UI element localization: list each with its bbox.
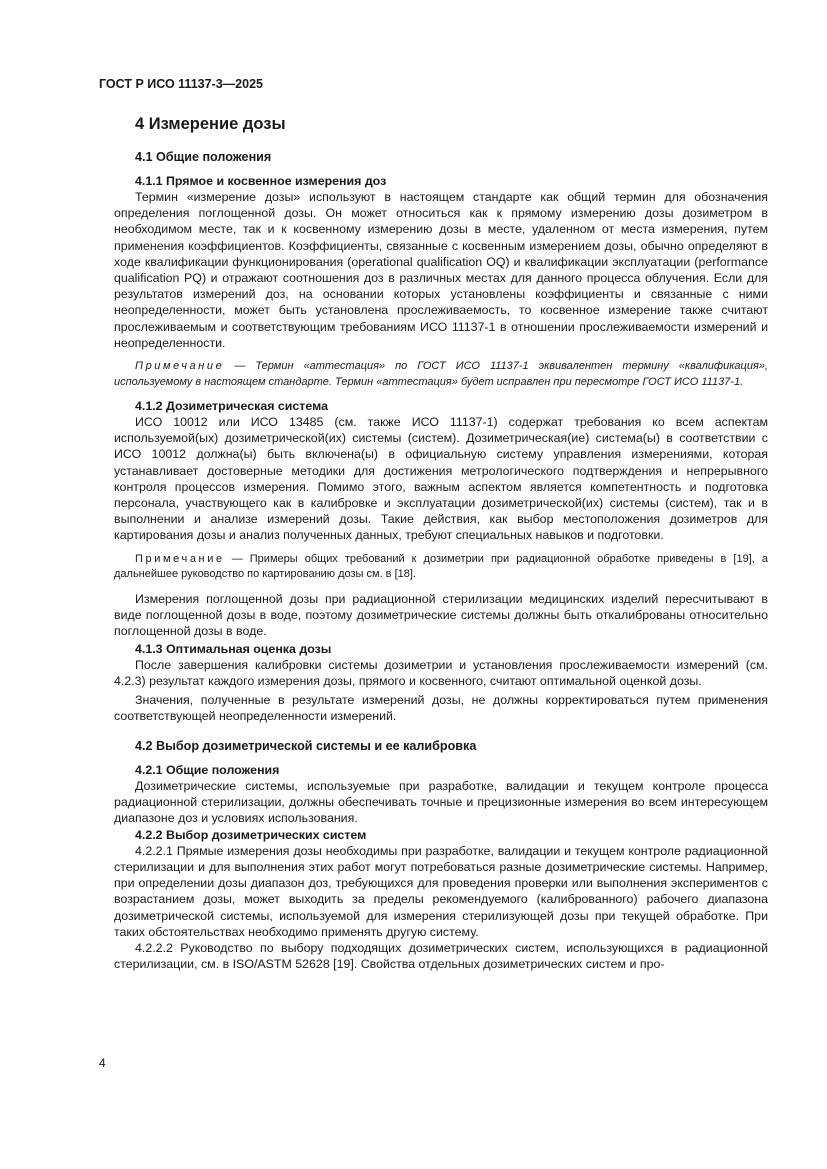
note-label: Примечание [135,552,225,565]
paragraph: 4.2.2.1 Прямые измерения дозы необходимы при разработке, валидации и текущем контроле радиационной стерилизации и для выполнения этих работ могут потребоваться разные дозиметрические системы. Например, при определении дозы диапазон доз, требующихся для проведения проверки или выполнения экспериментов с возрастанием дозы, может выходить за пределы рекомендуемого (калиброванного) рабочего диапазона дозиметрической системы, используемой для измерения стерилизующей дозы при текущей обработке. При таких обстоятельствах необходимо применять другую систему. [114,843,768,939]
page-body [114,113,768,972]
clause-heading: 4.1.1 Прямое и косвенное измерения доз [135,174,387,188]
paragraph: Дозиметрические системы, используемые при разработке, валидации и текущем контроле процесса радиационной стерилизации, должны обеспечивать точные и прецизионные измерения во всем интересующем диапазоне доз и условиях использования. [114,779,768,826]
section-heading: 4 Измерение дозы [135,115,286,133]
subsection-heading: 4.2 Выбор дозиметрической системы и ее калибровка [135,739,477,754]
note-label: Примечание [135,360,225,373]
clause-heading: 4.2.2 Выбор дозиметрических систем [135,827,367,842]
paragraph: ИСО 10012 или ИСО 13485 (см. также ИСО 11137-1) содержат требования ко всем аспектам используемой(ых) дозиметрической(их) системы (систем). Дозиметрическая(ие) система(ы) в соответствии с ИСО 10012 должна(ы) быть включена(ы) в официальную систему управления измерениями, которая устанавливает достоверные методики для достижения метрологического подтверждения и непрерывного контроля процессов измерения. Помимо этого, важным аспектом является компетентность и подготовка персонала, участвующего как в калибровке и эксплуатации дозиметрической(их) системы (систем), так и в выполнении и анализе измерений дозы. Такие действия, как выбор местоположения дозиметров для картирования дозы и анализ полученных данных, требуют специальных навыков и подготовки. [114,415,768,543]
paragraph: После завершения калибровки системы дозиметрии и установления прослеживаемости измерений (см. 4.2.3) результат каждого измерения дозы, прямого и косвенного, считают оптимальной оценкой дозы. [114,658,768,689]
note [114,359,768,390]
page-number: 4 [99,1056,106,1070]
paragraph: 4.2.2.2 Руководство по выбору подходящих дозиметрических систем, использующихся в радиационной стерилизации, см. в ISO/ASTM 52628 [19]. Свойства отдельных дозиметрических систем и про- [114,940,768,972]
note-text: — Термин «аттестация» по ГОСТ ИСО 11137-1 эквивалентен термину «квалификация», используемому в настоящем стандарте. Термин «аттестация» будет исправлен при пересмотре ГОСТ ИСО 11137-1. [114,360,768,388]
paragraph: Измерения поглощенной дозы при радиационной стерилизации медицинских изделий пересчитывают в виде поглощенной дозы в воде, поэтому дозиметрические системы должны быть откалиброваны относительно поглощенной дозы в воде. [114,591,768,639]
clause-heading: 4.1.2 Дозиметрическая система [135,399,328,414]
subsection-heading: 4.1 Общие положения [135,150,272,164]
paragraph: Термин «измерение дозы» используют в настоящем стандарте как общий термин для обозначения определения поглощенной дозы. Он может относиться как к прямому измерению дозы дозиметром в необходимом месте, так и к косвенному измерению дозы в месте, удаленном от места измерения, путем применения коэффициентов. Коэффициенты, связанные с косвенным измерением дозы, обычно определяют в ходе квалификации функционирования (operational qualification OQ) и квалификации эксплуатации (performance qualification PQ) и отражают соотношения доз в различных местах для данного процесса облучения. Если для результатов измерений доз, на основании которых установлены коэффициенты и связанные с ними неопределенности, может быть установлена прослеживаемость, то косвенное измерение также считают прослеживаемым и соответствующим требованиям ИСО 11137-1 в отношении прослеживаемости измерений и неопределенности. [114,190,768,350]
note [114,552,768,583]
clause-heading: 4.1.3 Оптимальная оценка дозы [135,642,332,657]
paragraph: Значения, полученные в результате измерений дозы, не должны корректироваться путем применения соответствующей неопределенности измерений. [114,692,768,723]
clause-heading: 4.2.1 Общие положения [135,763,280,778]
note-text: — Примеры общих требований к дозиметрии при радиационной обработке приведены в [19], а дальнейшее руководство по картированию дозы см. в [18]. [114,552,768,581]
document-header: ГОСТ Р ИСО 11137-3—2025 [99,77,263,91]
